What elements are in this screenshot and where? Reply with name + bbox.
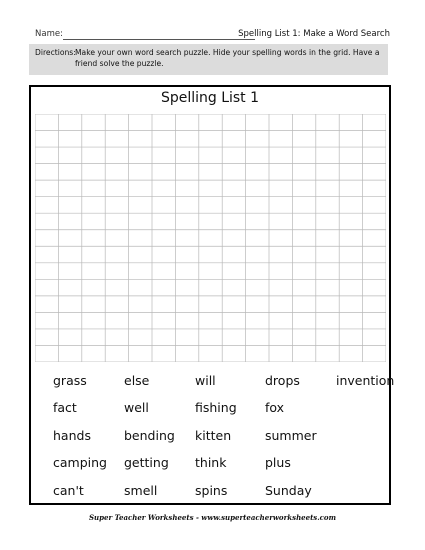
puzzle-frame — [29, 85, 395, 505]
word-bank-item: spins — [195, 483, 228, 498]
footer: Super Teacher Worksheets - www.superteacherworksheets.com — [88, 513, 337, 522]
puzzle-title: Spelling List 1 — [160, 90, 260, 106]
word-bank-item: invention — [336, 373, 395, 388]
word-bank-item: fishing — [195, 400, 237, 415]
word-bank-item: smell — [124, 483, 158, 498]
word-bank-item: bending — [124, 428, 175, 443]
worksheet-title: Spelling List 1: Make a Word Search — [238, 29, 390, 39]
word-bank-item: Sunday — [265, 483, 312, 498]
directions-label: Directions: — [35, 48, 76, 57]
word-bank-item: plus — [265, 455, 291, 470]
word-bank-item: drops — [265, 373, 300, 388]
word-bank-item: fox — [265, 400, 285, 415]
word-bank-item: grass — [53, 373, 87, 388]
word-bank-item: fact — [53, 400, 77, 415]
name-label: Name: — [35, 29, 63, 39]
word-bank-item: think — [195, 455, 227, 470]
word-bank — [31, 87, 393, 507]
word-bank-item: hands — [53, 428, 91, 443]
header-row — [35, 29, 390, 43]
word-bank-item: camping — [53, 455, 107, 470]
word-bank-item: getting — [124, 455, 169, 470]
name-blank-line[interactable] — [63, 39, 255, 40]
directions-box — [29, 44, 388, 75]
word-bank-item: else — [124, 373, 150, 388]
directions-text: Make your own word search puzzle. Hide your spelling words in the grid. Have a friend solve the puzzle. — [75, 48, 380, 68]
word-bank-item: kitten — [195, 428, 232, 443]
word-bank-item: summer — [265, 428, 317, 443]
word-bank-item: can't — [53, 483, 84, 498]
word-bank-item: well — [124, 400, 149, 415]
word-bank-item: will — [195, 373, 216, 388]
